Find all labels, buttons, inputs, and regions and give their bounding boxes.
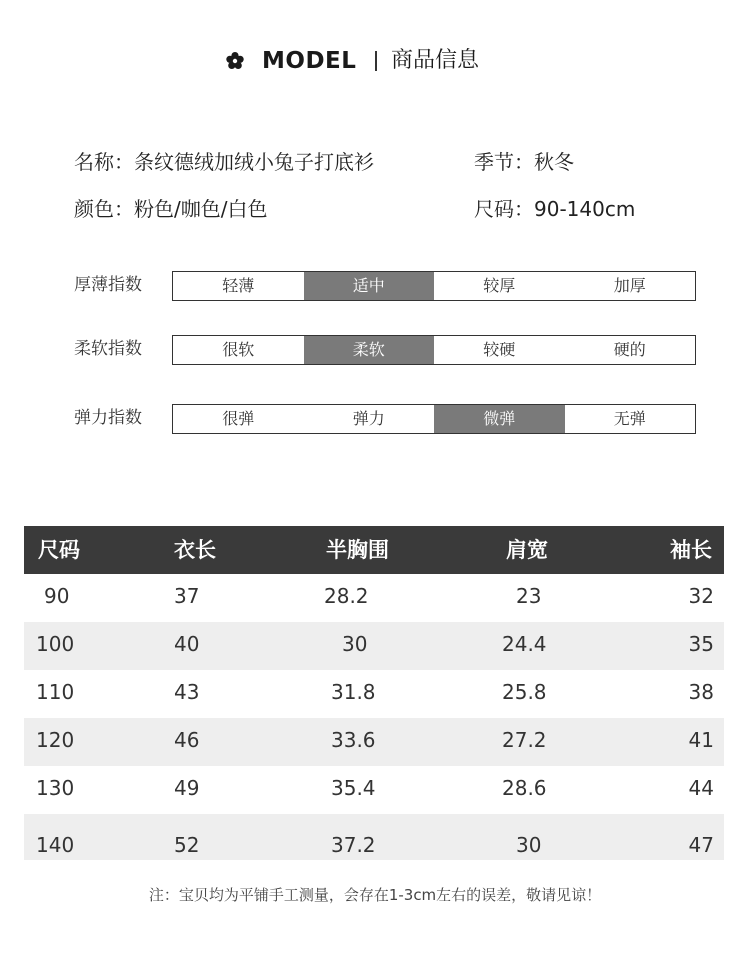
thickness-index-bar bbox=[172, 271, 696, 301]
cell-sleeve: 38 bbox=[688, 680, 714, 704]
cell-half-chest: 31.8 bbox=[331, 680, 376, 704]
elasticity-option: 微弹 bbox=[434, 405, 565, 433]
elasticity-index-bar bbox=[172, 404, 696, 434]
product-season: 季节：秋冬 bbox=[474, 150, 574, 174]
table-header bbox=[24, 526, 724, 574]
table-row bbox=[24, 574, 724, 622]
cell-shoulder: 30 bbox=[516, 833, 542, 857]
cell-length: 52 bbox=[174, 833, 200, 857]
elasticity-label: 弹力指数 bbox=[74, 408, 142, 428]
cell-length: 49 bbox=[174, 776, 200, 800]
product-colors: 颜色：粉色/咖色/白色 bbox=[74, 197, 268, 221]
cell-shoulder: 28.6 bbox=[502, 776, 547, 800]
cell-size: 110 bbox=[36, 680, 75, 704]
cell-shoulder: 27.2 bbox=[502, 728, 547, 752]
table-row bbox=[24, 766, 724, 814]
thickness-option: 轻薄 bbox=[222, 276, 255, 295]
table-row bbox=[24, 622, 724, 670]
softness-index-bar bbox=[172, 335, 696, 365]
header-length: 衣长 bbox=[174, 538, 216, 562]
cell-length: 46 bbox=[174, 728, 200, 752]
elasticity-option: 很弹 bbox=[222, 409, 255, 428]
cell-sleeve: 47 bbox=[688, 833, 714, 857]
cell-sleeve: 32 bbox=[688, 584, 714, 608]
cell-size: 140 bbox=[36, 833, 75, 857]
cell-half-chest: 28.2 bbox=[324, 584, 369, 608]
section-subtitle: 商品信息 bbox=[391, 48, 480, 73]
elasticity-option: 弹力 bbox=[352, 409, 385, 428]
softness-option: 很软 bbox=[222, 340, 255, 359]
brand-title: MODEL bbox=[262, 48, 357, 74]
cell-half-chest: 35.4 bbox=[331, 776, 376, 800]
cell-half-chest: 33.6 bbox=[331, 728, 376, 752]
cell-size: 120 bbox=[36, 728, 75, 752]
softness-label: 柔软指数 bbox=[74, 339, 142, 359]
cell-sleeve: 41 bbox=[688, 728, 714, 752]
flower-icon bbox=[226, 52, 244, 70]
size-table bbox=[24, 526, 724, 860]
cell-sleeve: 44 bbox=[688, 776, 714, 800]
cell-half-chest: 37.2 bbox=[331, 833, 376, 857]
softness-option: 硬的 bbox=[613, 340, 646, 359]
cell-length: 43 bbox=[174, 680, 200, 704]
cell-size: 100 bbox=[36, 632, 75, 656]
thickness-option: 加厚 bbox=[613, 276, 646, 295]
cell-size: 130 bbox=[36, 776, 75, 800]
thickness-label: 厚薄指数 bbox=[74, 275, 142, 295]
cell-length: 37 bbox=[174, 584, 200, 608]
cell-length: 40 bbox=[174, 632, 200, 656]
header-size: 尺码 bbox=[38, 538, 80, 562]
header-shoulder: 肩宽 bbox=[506, 538, 548, 562]
softness-option: 较硬 bbox=[483, 340, 516, 359]
cell-shoulder: 25.8 bbox=[502, 680, 547, 704]
cell-shoulder: 24.4 bbox=[502, 632, 547, 656]
section-header bbox=[0, 44, 750, 78]
header-half-chest: 半胸围 bbox=[326, 538, 389, 562]
softness-option: 柔软 bbox=[304, 336, 435, 364]
header-divider bbox=[375, 51, 377, 71]
table-row bbox=[24, 718, 724, 766]
elasticity-option: 无弹 bbox=[613, 409, 646, 428]
table-row bbox=[24, 814, 724, 860]
header-sleeve: 袖长 bbox=[670, 538, 712, 562]
cell-half-chest: 30 bbox=[342, 632, 368, 656]
measurement-note: 注：宝贝均为平铺手工测量，会存在1-3cm左右的误差，敬请见谅！ bbox=[148, 886, 602, 904]
cell-shoulder: 23 bbox=[516, 584, 542, 608]
cell-size: 90 bbox=[44, 584, 70, 608]
thickness-option: 适中 bbox=[304, 272, 435, 300]
product-name: 名称：条纹德绒加绒小兔子打底衫 bbox=[74, 150, 374, 174]
table-row bbox=[24, 670, 724, 718]
cell-sleeve: 35 bbox=[688, 632, 714, 656]
thickness-option: 较厚 bbox=[483, 276, 516, 295]
product-size-range: 尺码：90-140cm bbox=[474, 197, 636, 221]
